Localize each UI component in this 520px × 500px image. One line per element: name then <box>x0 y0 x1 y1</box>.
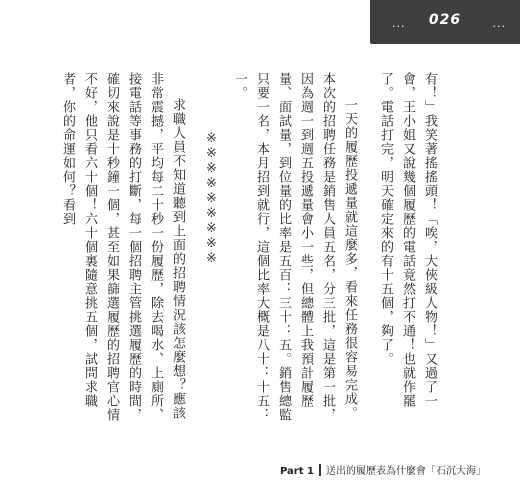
page-number: 026 <box>428 12 462 28</box>
chapter-title: 送出的履歷表為什麼會「石沉大海」 <box>325 466 486 477</box>
paragraph-1: 有！」我笑著搖搖頭！「唉，大俠級人物！」又過了一會，王小姐又說幾個履歷的電話竟然打不通！也就作罷了。電話打完，明天確定來的有十五個，夠了。 <box>378 72 437 408</box>
part-label: Part 1 <box>280 466 314 477</box>
page-number-tab <box>370 0 520 44</box>
body-text <box>60 72 440 432</box>
header-dots-right: ... <box>492 17 506 30</box>
header-dots-left: ... <box>392 17 406 30</box>
footer-divider <box>319 464 321 476</box>
paragraph-2: 一天的履歷投遞量就這麼多，看來任務很容易完成。本次的招聘任務是銷售人員五名，分三批，這是第一批，因為週一到週五投遞量會小一些，但總體上我預計履歷量、面試量，到位量的比率是五百：三十：五。銷售總監只要一名，本月招到就行，這個比率大概是八十：十五：一。 <box>232 72 357 422</box>
running-footer <box>280 462 486 477</box>
paragraph-3: 求職人員不知道聽到上面的招聘情況該怎麼想？應該非常震撼，平均每二十秒一份履歷，除去喝水、上廁所、接電話等事務的打斷，每一個招聘主管挑選履歷的時間，確切來說是十秒鐘一個，甚至如果篩選履歷的招聘官心情不好，他只看六十個！六十個裏隨意挑五個，試問求職者，你的命運如何？看到 <box>60 72 185 422</box>
section-separator: ※※※※※※※※※ <box>204 130 219 266</box>
